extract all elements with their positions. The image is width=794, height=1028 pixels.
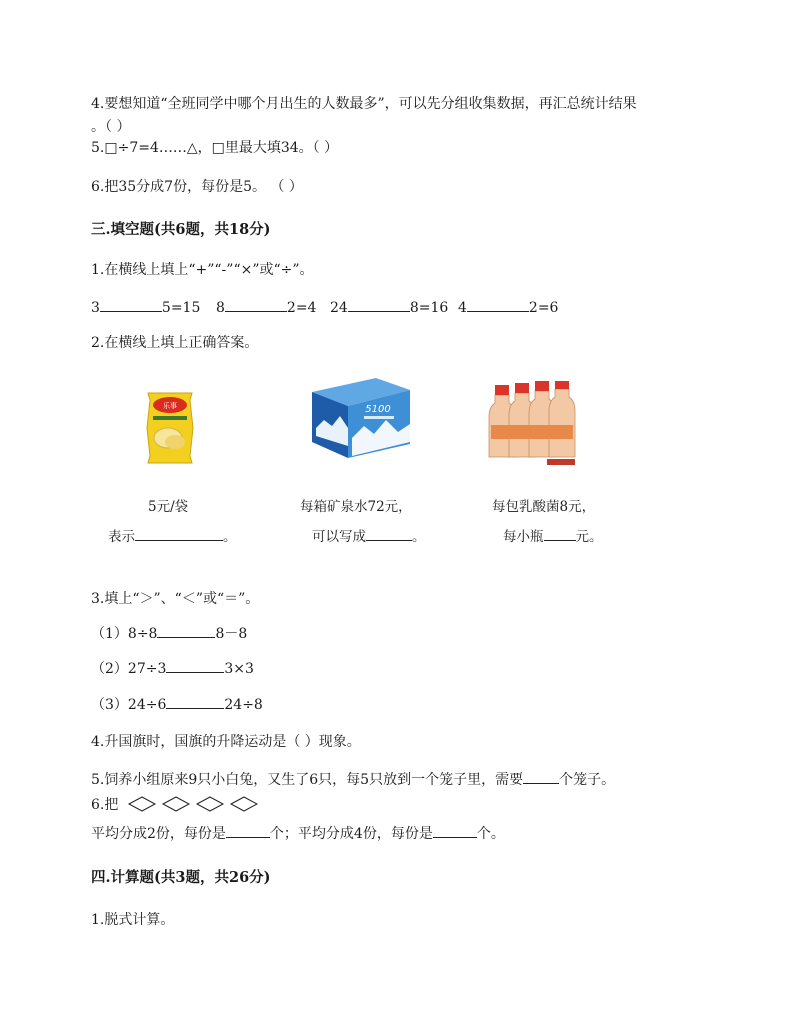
diamond-shapes-image <box>127 795 263 813</box>
answer-blank[interactable] <box>166 658 224 673</box>
judge-q4-line2: 。（ ） <box>91 119 131 135</box>
mineral-water-box-image <box>306 366 414 462</box>
fill-q6-line1: 6.把 <box>91 794 263 814</box>
calc-q1: 1.脱式计算。 <box>91 912 175 928</box>
answer-blank[interactable] <box>166 694 224 709</box>
fill-q3-prompt: 3.填上“＞”、“＜”或“＝”。 <box>91 591 260 607</box>
answer-blank[interactable] <box>225 297 287 312</box>
equation-1: 3 5=15 <box>91 297 200 316</box>
equation-2: 8 2=4 <box>216 297 316 316</box>
water-price-caption: 每箱矿泉水72元， <box>300 499 412 515</box>
judge-q4-line1: 4.要想知道“全班同学中哪个月出生的人数最多”，可以先分组收集数据，再汇总统计结果 <box>91 96 637 112</box>
answer-blank[interactable] <box>226 823 270 838</box>
answer-blank[interactable] <box>100 297 162 312</box>
water-answer-line: 可以写成 。 <box>312 525 426 545</box>
answer-blank[interactable] <box>544 526 576 541</box>
judge-q5: 5.□÷7=4……△，□里最大填34。（ ） <box>91 140 339 156</box>
lactic-acid-drink-bottles-image <box>487 381 583 467</box>
svg-text:5100: 5100 <box>365 404 391 415</box>
answer-blank[interactable] <box>366 526 412 541</box>
equation-3: 24 8=16 <box>330 297 448 316</box>
fill-q1-prompt: 1.在横线上填上“+”“-”“×”或“÷”。 <box>91 262 314 278</box>
fill-q2-prompt: 2.在横线上填上正确答案。 <box>91 335 259 351</box>
section4-heading: 四.计算题(共3题，共26分) <box>91 869 271 886</box>
answer-blank[interactable] <box>135 526 223 541</box>
fill-q4: 4.升国旗时，国旗的升降运动是（ ）现象。 <box>91 734 361 750</box>
answer-blank[interactable] <box>433 823 477 838</box>
answer-blank[interactable] <box>348 297 410 312</box>
compare-item-2: （2）27÷3 3×3 <box>91 658 254 678</box>
svg-text:乐事: 乐事 <box>163 402 177 410</box>
yogurt-answer-line: 每小瓶 元。 <box>503 525 603 545</box>
fill-q5: 5.饲养小组原来9只小白兔，又生了6只，每5只放到一个笼子里，需要 个笼子。 <box>91 769 615 789</box>
section3-heading: 三.填空题(共6题，共18分) <box>91 221 271 238</box>
answer-blank[interactable] <box>523 769 559 784</box>
yogurt-price-caption: 每包乳酸菌8元， <box>492 499 596 515</box>
chips-answer-line: 表示 。 <box>108 525 237 545</box>
chips-price-caption: 5元/袋 <box>148 499 189 515</box>
fill-q6-line2: 平均分成2份，每份是 个；平均分成4份，每份是 个。 <box>91 823 505 843</box>
answer-blank[interactable] <box>157 623 215 638</box>
compare-item-3: （3）24÷6 24÷8 <box>91 694 263 714</box>
compare-item-1: （1）8÷8 8－8 <box>91 623 247 643</box>
answer-blank[interactable] <box>467 297 529 312</box>
equation-4: 4 2=6 <box>458 297 558 316</box>
judge-q6: 6.把35分成7份，每份是5。 （ ） <box>91 179 303 195</box>
potato-chips-bag-image <box>143 390 197 466</box>
